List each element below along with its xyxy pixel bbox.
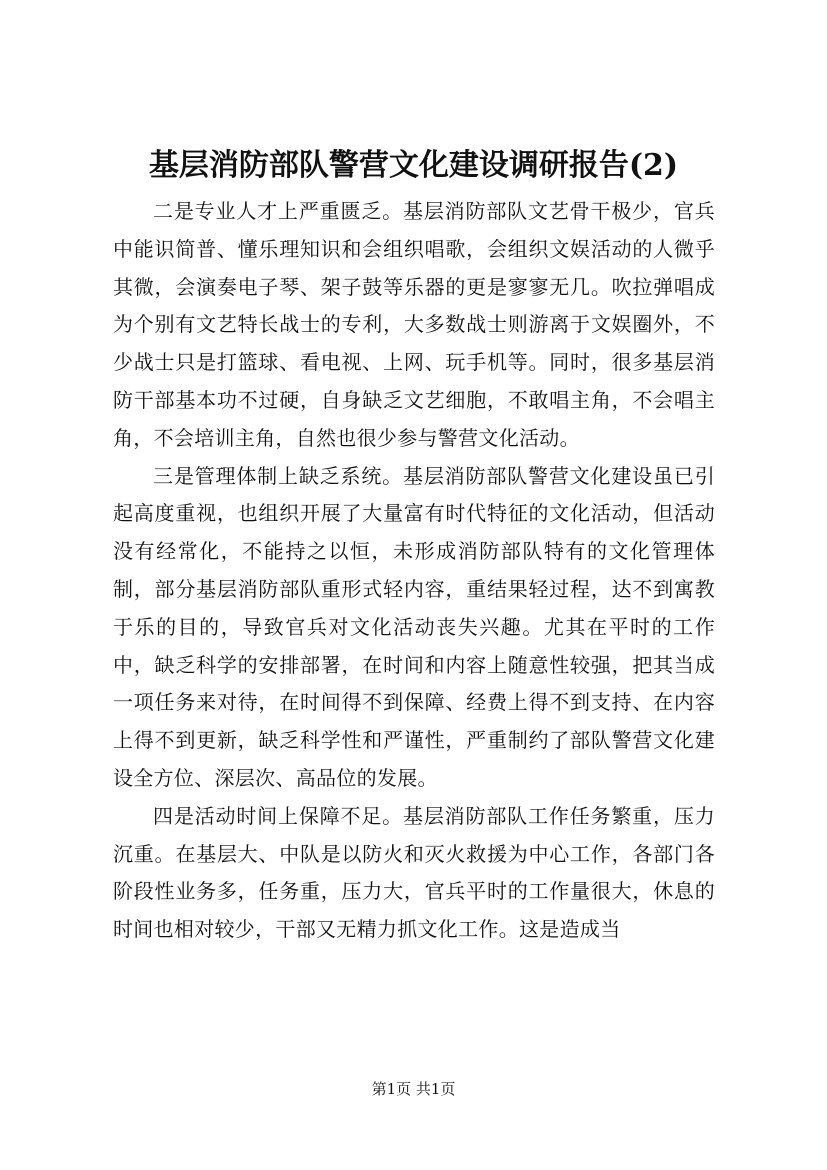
document-body <box>113 193 715 949</box>
paragraph-activity-time: 四是活动时间上保障不足。基层消防部队工作任务繁重，压力沉重。在基层大、中队是以防火和灭火救援为中心工作，各部门各阶段性业务多，任务重，压力大，官兵平时的工作量很大，休息的时间也相对较少，干部又无精力抓文化工作。这是造成当 <box>113 803 715 942</box>
document-title: 基层消防部队警营文化建设调研报告(2) <box>148 148 679 183</box>
paragraph-management-system: 三是管理体制上缺乏系统。基层消防部队警营文化建设虽已引起高度重视，也组织开展了大量富有时代特征的文化活动，但活动没有经常化，不能持之以恒，未形成消防部队特有的文化管理体制，部分基层消防部队重形式轻内容，重结果轻过程，达不到寓教于乐的目的，导致官兵对文化活动丧失兴趣。尤其在平时的工作中，缺乏科学的安排部署，在时间和内容上随意性较强，把其当成一项任务来对待，在时间得不到保障、经费上得不到支持、在内容上得不到更新，缺乏科学性和严谨性，严重制约了部队警营文化建设全方位、深层次、高品位的发展。 <box>113 463 715 790</box>
page-number-footer: 第1页 共1页 <box>371 1080 456 1098</box>
paragraph-talent-shortage: 二是专业人才上严重匮乏。基层消防部队文艺骨干极少，官兵中能识简普、懂乐理知识和会组织唱歌，会组织文娱活动的人微乎其微，会演奏电子琴、架子鼓等乐器的更是寥寥无几。吹拉弹唱成为个别有文艺特长战士的专利，大多数战士则游离于文娱圈外，不少战士只是打篮球、看电视、上网、玩手机等。同时，很多基层消防干部基本功不过硬，自身缺乏文艺细胞，不敢唱主角，不会唱主角，不会培训主角，自然也很少参与警营文化活动。 <box>113 199 715 450</box>
